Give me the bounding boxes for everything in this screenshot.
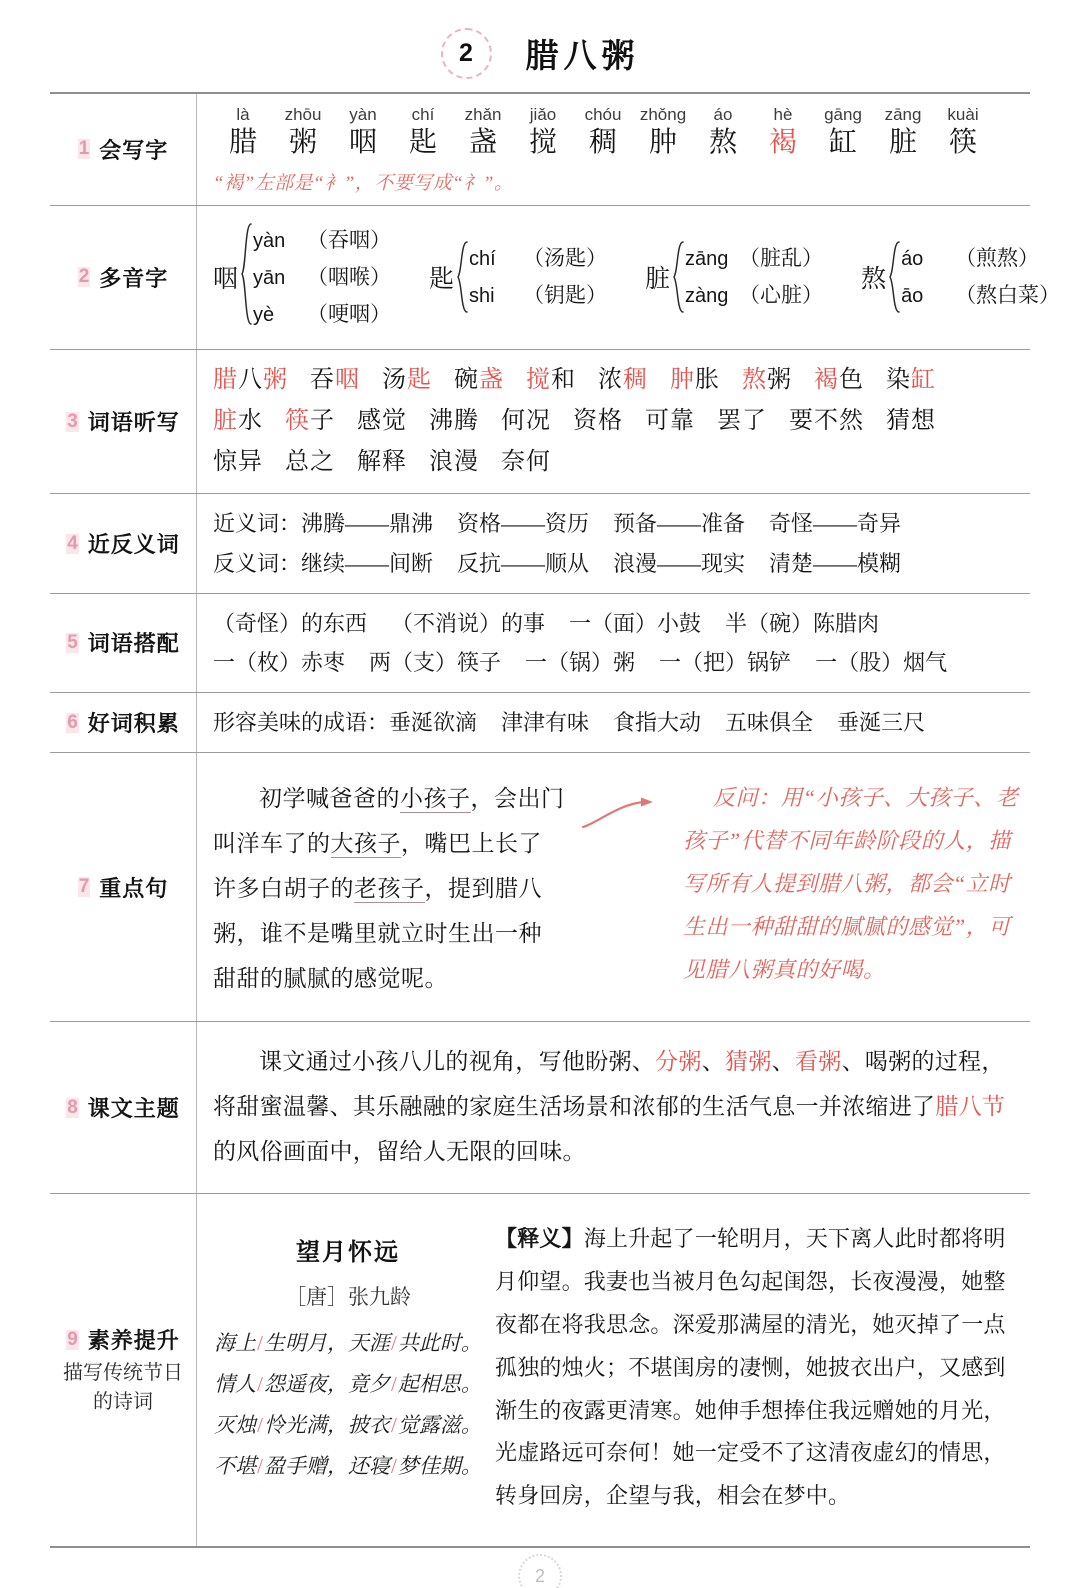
row-label: 词语搭配 bbox=[87, 631, 180, 657]
dictation-word bbox=[886, 401, 936, 442]
character-cell bbox=[573, 104, 633, 162]
pause-slash: / bbox=[257, 1330, 263, 1355]
table-row-zhong-dian-ju bbox=[50, 753, 1030, 1022]
plain-char: 粥 bbox=[767, 366, 792, 393]
row-label-cell bbox=[50, 593, 197, 692]
table-row-hui-xie-zi bbox=[50, 93, 1030, 205]
plain-char: 何况 bbox=[501, 407, 551, 434]
lesson-number-badge bbox=[441, 28, 492, 79]
page-header bbox=[0, 0, 1080, 92]
knowledge-table bbox=[50, 92, 1061, 1548]
pinyin-label: áo bbox=[713, 105, 733, 124]
polyphone-item bbox=[901, 277, 1060, 314]
row-content-cell bbox=[197, 93, 1031, 205]
poem-text: 怜光满，披衣 bbox=[264, 1412, 390, 1437]
plain-char: 碗 bbox=[454, 366, 479, 393]
text-segment: 资格——资历 bbox=[457, 511, 590, 537]
dictation-word bbox=[670, 360, 720, 401]
poem-line bbox=[213, 1323, 483, 1364]
highlighted-char: 匙 bbox=[407, 366, 432, 393]
highlighted-char: 盏 bbox=[479, 366, 504, 393]
poem-text: 不堪 bbox=[214, 1453, 257, 1478]
plain-char: 染 bbox=[886, 366, 911, 393]
dictation-word bbox=[742, 360, 792, 401]
highlighted-char: 脏 bbox=[213, 407, 238, 434]
dictation-word bbox=[789, 401, 864, 442]
row-number: 4 bbox=[67, 532, 78, 554]
row-label-cell bbox=[50, 93, 197, 205]
plain-char: 罢了 bbox=[717, 407, 767, 434]
plain-char: 资格 bbox=[573, 407, 623, 434]
theme-text: 、喝粥的过程，将甜蜜温馨、其乐融融的家庭生活场景和浓郁的生活气息一并浓缩进了 bbox=[213, 1049, 1005, 1120]
pause-slash: / bbox=[257, 1371, 263, 1396]
row-label: 会写字 bbox=[99, 137, 169, 163]
row-label: 重点句 bbox=[99, 875, 169, 901]
table-row-ci-yu-da-pei bbox=[50, 593, 1030, 692]
highlighted-char: 咽 bbox=[335, 366, 360, 393]
table-row-ke-wen-zhu-ti bbox=[50, 1022, 1030, 1194]
plain-char: 总之 bbox=[285, 449, 335, 476]
pinyin-label: là bbox=[236, 105, 250, 124]
plain-char: 八 bbox=[238, 366, 263, 393]
text-segment: 预备——准备 bbox=[613, 511, 746, 537]
collocation-line bbox=[213, 604, 1020, 643]
highlighted-phrase: 看粥 bbox=[794, 1049, 842, 1075]
polyphone-pinyin: áo bbox=[901, 248, 924, 271]
poem-text: 觉露滋。 bbox=[397, 1412, 482, 1437]
highlighted-char: 搅 bbox=[526, 366, 551, 393]
sentence-text: ，嘴巴上长了许多白胡子的 bbox=[213, 831, 542, 901]
polyphone-items bbox=[901, 240, 1060, 314]
highlighted-char: 粥 bbox=[263, 366, 288, 393]
theme-text: 、 bbox=[771, 1049, 795, 1075]
synonym-line bbox=[213, 504, 1020, 543]
character-cell bbox=[873, 104, 933, 162]
polyphone-pinyin: yān bbox=[253, 266, 286, 289]
polyphone-item bbox=[253, 222, 391, 259]
pinyin-label: jiǎo bbox=[529, 105, 557, 124]
polyphone-item bbox=[685, 277, 823, 314]
text-segment: 近义词：沸腾——鼎沸 bbox=[213, 511, 434, 537]
pinyin-label: zhǒng bbox=[639, 105, 687, 124]
character-cell bbox=[333, 104, 393, 162]
polyphone-item bbox=[469, 240, 607, 277]
text-segment: （不消说）的事 bbox=[391, 610, 546, 636]
poem-block bbox=[213, 1218, 483, 1518]
hanzi-character: 匙 bbox=[408, 127, 437, 159]
hanzi-character: 肿 bbox=[648, 127, 677, 159]
character-cell bbox=[513, 104, 573, 162]
row-label-cell bbox=[50, 753, 197, 1022]
polyphone-item bbox=[901, 240, 1060, 277]
character-cell bbox=[933, 104, 993, 162]
polyphone-item bbox=[685, 240, 823, 277]
hanzi-character: 腊 bbox=[228, 127, 257, 159]
dictation-word bbox=[429, 401, 479, 442]
highlighted-char: 熬 bbox=[742, 366, 767, 393]
page-number: 2 bbox=[518, 1554, 562, 1588]
text-segment: 半（碗）陈腊肉 bbox=[725, 610, 880, 636]
row-label: 课文主题 bbox=[87, 1096, 180, 1122]
dictation-word bbox=[382, 360, 432, 401]
text-segment: 一（面）小鼓 bbox=[569, 610, 702, 636]
pinyin-label: chóu bbox=[584, 105, 622, 124]
character-cell bbox=[813, 104, 873, 162]
brace-icon bbox=[888, 240, 901, 314]
dictation-word bbox=[645, 401, 695, 442]
highlighted-char: 缸 bbox=[911, 366, 936, 393]
text-segment: 两（支）筷子 bbox=[369, 649, 502, 675]
dictation-word bbox=[429, 442, 479, 483]
brace-icon bbox=[672, 240, 685, 314]
polyphone-pinyin: chí bbox=[469, 248, 496, 271]
table-row-duo-yin-zi bbox=[50, 205, 1030, 349]
dictation-word bbox=[526, 360, 576, 401]
text-segment: 五味俱全 bbox=[725, 710, 814, 736]
poem-meaning bbox=[489, 1218, 1020, 1518]
annotation-arrow-icon bbox=[581, 777, 667, 1001]
row-content-cell bbox=[197, 494, 1031, 593]
text-segment: 形容美味的成语：垂涎欲滴 bbox=[213, 710, 478, 736]
poem-text: 怨遥夜，竟夕 bbox=[264, 1371, 390, 1396]
polyphone-pinyin: āo bbox=[901, 285, 924, 308]
pinyin-label: kuài bbox=[947, 105, 979, 124]
sentence-text: 初学喊爸爸的 bbox=[259, 786, 400, 812]
plain-char: 吞 bbox=[310, 366, 335, 393]
row-content-cell bbox=[197, 593, 1031, 692]
polyphone-word: （煎熬） bbox=[955, 246, 1040, 271]
polyphone-word: （吞咽） bbox=[307, 227, 392, 252]
brace-icon bbox=[240, 222, 253, 333]
pinyin-label: zhōu bbox=[284, 105, 322, 124]
dictation-word bbox=[213, 401, 263, 442]
plain-char: 和 bbox=[551, 366, 576, 393]
polyphone-word: （咽喉） bbox=[307, 264, 392, 289]
theme-text: 、 bbox=[701, 1049, 726, 1075]
row-label: 词语听写 bbox=[87, 410, 180, 436]
dictation-word bbox=[357, 401, 407, 442]
polyphone-pinyin: zàng bbox=[685, 285, 729, 308]
writing-note: “褐”左部是“衤”，不要写成“礻”。 bbox=[213, 172, 514, 194]
row-content-cell bbox=[197, 349, 1031, 494]
polyphone-pinyin: zāng bbox=[685, 248, 729, 271]
dictation-word bbox=[717, 401, 767, 442]
underlined-phrase: 小孩子 bbox=[400, 786, 471, 812]
dictation-word bbox=[310, 360, 360, 401]
text-segment: 一（股）烟气 bbox=[815, 649, 948, 675]
poem-lines bbox=[213, 1323, 483, 1487]
sentence-text: ，会出门叫洋车了的 bbox=[213, 786, 565, 857]
row-number: 1 bbox=[78, 138, 90, 160]
polyphone-item bbox=[469, 277, 607, 314]
plain-char: 色 bbox=[839, 366, 864, 393]
plain-char: 汤 bbox=[382, 366, 407, 393]
character-cell bbox=[273, 104, 333, 162]
polyphone-word: （汤匙） bbox=[523, 246, 608, 271]
polyphone-items bbox=[469, 240, 607, 314]
plain-char: 要不然 bbox=[789, 407, 864, 434]
dictation-word bbox=[454, 360, 504, 401]
pinyin-label: chí bbox=[411, 105, 435, 124]
plain-char: 水 bbox=[238, 407, 263, 434]
brace-icon bbox=[456, 240, 469, 314]
text-segment: 清楚——模糊 bbox=[769, 550, 902, 576]
pinyin-label: hè bbox=[773, 105, 793, 124]
hanzi-character: 盏 bbox=[468, 127, 497, 159]
highlighted-phrase: 分粥 bbox=[655, 1049, 702, 1075]
character-cell bbox=[633, 104, 693, 162]
plain-char: 惊异 bbox=[213, 449, 263, 476]
key-sentence-annotation: 反问：用“小孩子、大孩子、老孩子”代替不同年龄阶段的人，描写所有人提到腊八粥，都会“立时生出一种甜甜的腻腻的感觉”，可见腊八粥真的好喝。 bbox=[683, 785, 1019, 982]
poem-text: 生明月，天涯 bbox=[264, 1330, 390, 1355]
polyphone-item bbox=[253, 259, 391, 296]
text-segment: 津津有味 bbox=[501, 710, 590, 736]
poem-text: 起相思。 bbox=[397, 1371, 482, 1396]
text-segment: （奇怪）的东西 bbox=[213, 610, 368, 636]
poem-line bbox=[213, 1446, 483, 1487]
dictation-word bbox=[285, 401, 335, 442]
row-number: 5 bbox=[67, 631, 78, 653]
underlined-phrase: 老孩子 bbox=[354, 875, 425, 901]
idiom-list bbox=[213, 703, 1020, 742]
dictation-word bbox=[573, 401, 623, 442]
polyphone-groups bbox=[213, 216, 1061, 339]
underlined-phrase: 大孩子 bbox=[330, 831, 401, 857]
text-segment: 奇怪——奇异 bbox=[769, 511, 902, 537]
dictation-word bbox=[213, 442, 263, 483]
row-number: 2 bbox=[78, 266, 90, 288]
highlighted-phrase: 腊八节 bbox=[935, 1094, 1006, 1120]
plain-char: 可靠 bbox=[645, 407, 695, 434]
polyphone-word: （哽咽） bbox=[307, 301, 392, 326]
highlighted-char: 腊 bbox=[213, 366, 238, 393]
table-row-hao-ci-ji-lei bbox=[50, 693, 1030, 753]
polyphone-word: （熬白菜） bbox=[955, 283, 1061, 308]
polyphone-head-char: 熬 bbox=[861, 266, 887, 294]
dictation-word bbox=[285, 442, 335, 483]
character-cell bbox=[213, 104, 273, 162]
hanzi-character: 熬 bbox=[708, 127, 737, 159]
pinyin-label: zhǎn bbox=[464, 105, 502, 124]
page-footer bbox=[50, 1548, 1030, 1588]
row-content-cell bbox=[197, 753, 1031, 1022]
character-cell bbox=[393, 104, 453, 162]
poem-author: ［唐］张九龄 bbox=[285, 1284, 411, 1309]
plain-char: 感觉 bbox=[357, 407, 407, 434]
text-segment: 食指大动 bbox=[613, 710, 702, 736]
synonym-line bbox=[213, 544, 1020, 583]
meaning-label: 【释义】 bbox=[495, 1225, 584, 1251]
table-row-ci-yu-ting-xie bbox=[50, 349, 1030, 494]
theme-text: 课文通过小孩八儿的视角，写他盼粥、 bbox=[259, 1049, 656, 1075]
pinyin-label: yàn bbox=[349, 105, 377, 124]
sentence-text: ，提到腊八粥，谁不是嘴里就立时生出一种甜甜的腻腻的感觉呢。 bbox=[213, 875, 542, 991]
polyphone-head-char: 咽 bbox=[213, 266, 239, 294]
page-title: 腊八粥 bbox=[525, 36, 640, 74]
hanzi-character: 稠 bbox=[588, 127, 617, 159]
polyphone-word: （心脏） bbox=[739, 283, 824, 308]
pinyin-label: gāng bbox=[824, 105, 862, 124]
text-segment: 反义词：继续——间断 bbox=[213, 550, 434, 576]
row-number: 6 bbox=[67, 711, 78, 733]
highlighted-char: 肿 bbox=[670, 366, 695, 393]
row-label: 好词积累 bbox=[87, 711, 180, 737]
poem-text: 梦佳期。 bbox=[397, 1453, 482, 1478]
dictation-line bbox=[213, 442, 1020, 483]
polyphone-item bbox=[253, 296, 391, 333]
poem-text: 盈手赠，还寝 bbox=[264, 1453, 390, 1478]
plain-char: 子 bbox=[310, 407, 335, 434]
character-pinyin-grid bbox=[213, 104, 1020, 162]
plain-char: 浓 bbox=[598, 366, 623, 393]
lesson-number: 2 bbox=[459, 38, 473, 67]
row-content-cell bbox=[197, 1022, 1031, 1194]
text-segment: 浪漫——现实 bbox=[613, 550, 746, 576]
synonym-antonym-list bbox=[213, 504, 1020, 582]
polyphone-group bbox=[429, 240, 607, 314]
row-label: 近反义词 bbox=[87, 532, 180, 558]
plain-char: 猜想 bbox=[886, 407, 936, 434]
text-segment: 一（枚）赤枣 bbox=[213, 649, 346, 675]
row-sublabel: 描写传统节日的诗词 bbox=[63, 1362, 183, 1413]
dictation-word bbox=[598, 360, 648, 401]
table-row-jin-fan-yi-ci bbox=[50, 494, 1030, 593]
polyphone-group bbox=[645, 240, 823, 314]
highlighted-char: 褐 bbox=[814, 366, 839, 393]
dictation-word bbox=[213, 360, 288, 401]
row-label-cell bbox=[50, 1022, 197, 1194]
dictation-word bbox=[501, 442, 551, 483]
hanzi-character: 脏 bbox=[888, 127, 917, 159]
row-content-cell bbox=[197, 205, 1061, 349]
poem-text: 共此时。 bbox=[397, 1330, 482, 1355]
hanzi-character: 褐 bbox=[768, 127, 797, 159]
dictation-word bbox=[501, 401, 551, 442]
dictation-word bbox=[357, 442, 407, 483]
row-label: 素养提升 bbox=[87, 1328, 180, 1354]
pinyin-label: zāng bbox=[884, 105, 922, 124]
plain-char: 浪漫 bbox=[429, 449, 479, 476]
pause-slash: / bbox=[391, 1330, 397, 1355]
plain-char: 胀 bbox=[695, 366, 720, 393]
poem-text: 海上 bbox=[214, 1330, 257, 1355]
polyphone-head-char: 脏 bbox=[645, 266, 671, 294]
polyphone-items bbox=[685, 240, 823, 314]
row-content-cell bbox=[197, 1193, 1031, 1547]
dictation-word bbox=[814, 360, 864, 401]
poem-text: 灭烛 bbox=[214, 1412, 257, 1437]
polyphone-word: （钥匙） bbox=[523, 283, 608, 308]
dictation-line bbox=[213, 401, 1020, 442]
row-label-cell bbox=[50, 349, 197, 494]
character-cell bbox=[693, 104, 753, 162]
row-content-cell bbox=[197, 693, 1031, 753]
table-row-su-yang-ti-sheng bbox=[50, 1193, 1030, 1547]
row-label: 多音字 bbox=[99, 265, 169, 291]
dictation-word bbox=[886, 360, 936, 401]
plain-char: 解释 bbox=[357, 449, 407, 476]
highlighted-char: 稠 bbox=[623, 366, 648, 393]
text-segment: 一（锅）粥 bbox=[525, 649, 636, 675]
poem-line bbox=[213, 1364, 483, 1405]
hanzi-character: 搅 bbox=[528, 127, 557, 159]
hanzi-character: 粥 bbox=[288, 127, 317, 159]
row-label-cell bbox=[50, 1193, 197, 1547]
plain-char: 沸腾 bbox=[429, 407, 479, 434]
poem-text: 情人 bbox=[214, 1371, 257, 1396]
row-number: 9 bbox=[67, 1328, 78, 1350]
hanzi-character: 缸 bbox=[828, 127, 857, 159]
text-theme-paragraph bbox=[213, 1032, 1020, 1183]
collocation-list bbox=[213, 604, 1020, 682]
pause-slash: / bbox=[257, 1453, 263, 1478]
theme-text: 的风俗画面中，留给人无限的回味。 bbox=[213, 1139, 586, 1165]
pause-slash: / bbox=[391, 1453, 397, 1478]
pause-slash: / bbox=[391, 1412, 397, 1437]
polyphone-word: （脏乱） bbox=[739, 246, 824, 271]
text-segment: 反抗——顺从 bbox=[457, 550, 590, 576]
plain-char: 奈何 bbox=[501, 449, 551, 476]
poem-title: 望月怀远 bbox=[296, 1238, 400, 1266]
polyphone-pinyin: yè bbox=[253, 303, 275, 326]
row-label-cell bbox=[50, 693, 197, 753]
dictation-line bbox=[213, 360, 1020, 401]
idiom-line bbox=[213, 703, 1020, 742]
character-cell bbox=[453, 104, 513, 162]
poem-line bbox=[213, 1405, 483, 1446]
polyphone-head-char: 匙 bbox=[429, 266, 455, 294]
hanzi-character: 咽 bbox=[348, 127, 377, 159]
hanzi-character: 筷 bbox=[948, 127, 977, 159]
text-segment: 一（把）锅铲 bbox=[659, 649, 792, 675]
row-number: 7 bbox=[78, 876, 90, 898]
polyphone-pinyin: yàn bbox=[253, 229, 286, 252]
character-cell bbox=[753, 104, 813, 162]
dictation-word-list bbox=[213, 360, 1020, 484]
meaning-text: 海上升起了一轮明月，天下离人此时都将明月仰望。我妻也当被月色勾起闺怨，长夜漫漫，她整夜都在将我思念。深爱那满屋的清光，她灭掉了一点孤独的烛火；不堪闺房的凄恻，她披衣出户，又感到渐生的夜露更清寒。她伸手想捧住我远赠她的月光，光虚路远可奈何！她一定受不了这清夜虚幻的情思，转身回房，企望与我，相会在梦中。 bbox=[495, 1225, 1006, 1509]
row-number: 8 bbox=[67, 1096, 78, 1118]
key-sentence bbox=[213, 777, 565, 1001]
highlighted-char: 筷 bbox=[285, 407, 310, 434]
polyphone-items bbox=[253, 222, 391, 333]
pause-slash: / bbox=[391, 1371, 397, 1396]
polyphone-group bbox=[213, 222, 391, 333]
text-segment: 垂涎三尺 bbox=[837, 710, 926, 736]
row-label-cell bbox=[50, 494, 197, 593]
pause-slash: / bbox=[257, 1412, 263, 1437]
highlighted-phrase: 猜粥 bbox=[725, 1049, 772, 1075]
collocation-line bbox=[213, 643, 1020, 682]
polyphone-group bbox=[861, 240, 1060, 314]
row-label-cell bbox=[50, 205, 197, 349]
polyphone-pinyin: shi bbox=[469, 285, 495, 308]
row-number: 3 bbox=[67, 410, 78, 432]
